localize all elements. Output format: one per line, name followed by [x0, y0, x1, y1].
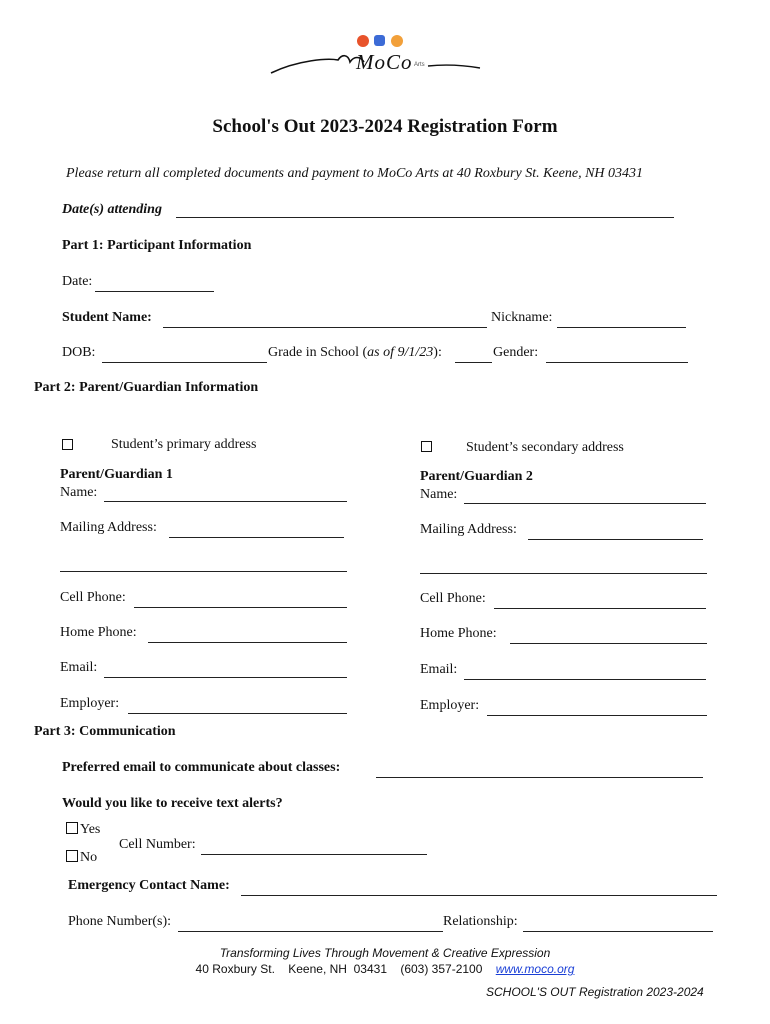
text-alerts-label: Would you like to receive text alerts?	[62, 796, 283, 811]
g1-name-field[interactable]	[104, 500, 347, 502]
g2-mailing-field-2[interactable]	[420, 572, 707, 574]
g1-employer-label: Employer:	[60, 696, 120, 711]
phone-numbers-field[interactable]	[178, 930, 443, 932]
primary-address-label: Student’s primary address	[111, 437, 257, 452]
relationship-field[interactable]	[523, 930, 713, 932]
part3-heading: Part 3: Communication	[34, 724, 176, 739]
student-name-label: Student Name:	[62, 310, 152, 325]
g2-home-label: Home Phone:	[420, 626, 497, 641]
part2-heading: Part 2: Parent/Guardian Information	[34, 380, 259, 395]
instructions: Please return all completed documents and payment to MoCo Arts at 40 Roxbury St. Keene, NH 03431	[66, 166, 644, 181]
grade-label: Grade in School (as of 9/1/23):	[268, 345, 442, 360]
g2-name-field[interactable]	[464, 502, 706, 504]
footer-address-line	[0, 962, 770, 976]
g1-cell-field[interactable]	[134, 606, 347, 608]
g1-home-label: Home Phone:	[60, 625, 137, 640]
nickname-label: Nickname:	[491, 310, 553, 325]
g2-email-label: Email:	[420, 662, 458, 677]
g2-employer-field[interactable]	[487, 714, 707, 716]
dates-attending-label: Date(s) attending	[62, 202, 162, 217]
secondary-address-checkbox[interactable]	[421, 441, 432, 452]
logo-sub: Arts	[414, 62, 425, 68]
g1-cell-label: Cell Phone:	[60, 590, 126, 605]
logo-wordmark: MoCo	[356, 50, 413, 74]
emergency-contact-field[interactable]	[241, 894, 717, 896]
dates-attending-field[interactable]	[176, 216, 674, 218]
student-name-field[interactable]	[163, 326, 487, 328]
g1-employer-field[interactable]	[128, 712, 347, 714]
relationship-label: Relationship:	[443, 914, 518, 929]
cell-number-label: Cell Number:	[119, 837, 196, 852]
g2-mailing-field[interactable]	[528, 538, 703, 540]
g2-mailing-label: Mailing Address:	[420, 522, 517, 537]
primary-address-checkbox[interactable]	[62, 439, 73, 450]
g2-cell-field[interactable]	[494, 607, 706, 609]
g2-cell-label: Cell Phone:	[420, 591, 486, 606]
date-label: Date:	[62, 274, 93, 289]
g2-email-field[interactable]	[464, 678, 706, 680]
g1-mailing-field-2[interactable]	[60, 570, 347, 572]
nickname-field[interactable]	[557, 326, 686, 328]
g1-email-label: Email:	[60, 660, 98, 675]
part1-heading: Part 1: Participant Information	[62, 238, 252, 253]
yes-checkbox[interactable]	[66, 822, 78, 834]
g1-mailing-field[interactable]	[169, 536, 344, 538]
g1-home-field[interactable]	[148, 641, 347, 643]
g2-employer-label: Employer:	[420, 698, 480, 713]
gender-label: Gender:	[493, 345, 539, 360]
logo	[268, 30, 483, 80]
footer-tagline: Transforming Lives Through Movement & Creative Expression	[219, 946, 551, 960]
footer-address: 40 Roxbury St. Keene, NH 03431 (603) 357-2100	[195, 962, 483, 976]
website-link[interactable]: www.moco.org	[495, 962, 575, 976]
grade-field[interactable]	[455, 361, 492, 363]
yes-option[interactable]: Yes	[66, 822, 100, 838]
dob-field[interactable]	[102, 361, 267, 363]
footer-doc-id: SCHOOL'S OUT Registration 2023-2024	[486, 985, 704, 999]
g1-mailing-label: Mailing Address:	[60, 520, 157, 535]
preferred-email-label: Preferred email to communicate about classes:	[62, 760, 341, 775]
g2-name-label: Name:	[420, 487, 458, 502]
guardian2-heading: Parent/Guardian 2	[420, 469, 533, 484]
guardian1-heading: Parent/Guardian 1	[60, 467, 173, 482]
g1-email-field[interactable]	[104, 676, 347, 678]
no-option[interactable]: No	[66, 850, 97, 866]
date-field[interactable]	[95, 290, 214, 292]
preferred-email-field[interactable]	[376, 776, 703, 778]
no-checkbox[interactable]	[66, 850, 78, 862]
page-title: School's Out 2023-2024 Registration Form	[212, 116, 558, 137]
dob-label: DOB:	[62, 345, 96, 360]
cell-number-field[interactable]	[201, 853, 427, 855]
phone-numbers-label: Phone Number(s):	[68, 914, 172, 929]
gender-field[interactable]	[546, 361, 688, 363]
g2-home-field[interactable]	[510, 642, 707, 644]
secondary-address-label: Student’s secondary address	[466, 440, 624, 455]
g1-name-label: Name:	[60, 485, 98, 500]
emergency-contact-label: Emergency Contact Name:	[68, 878, 230, 893]
